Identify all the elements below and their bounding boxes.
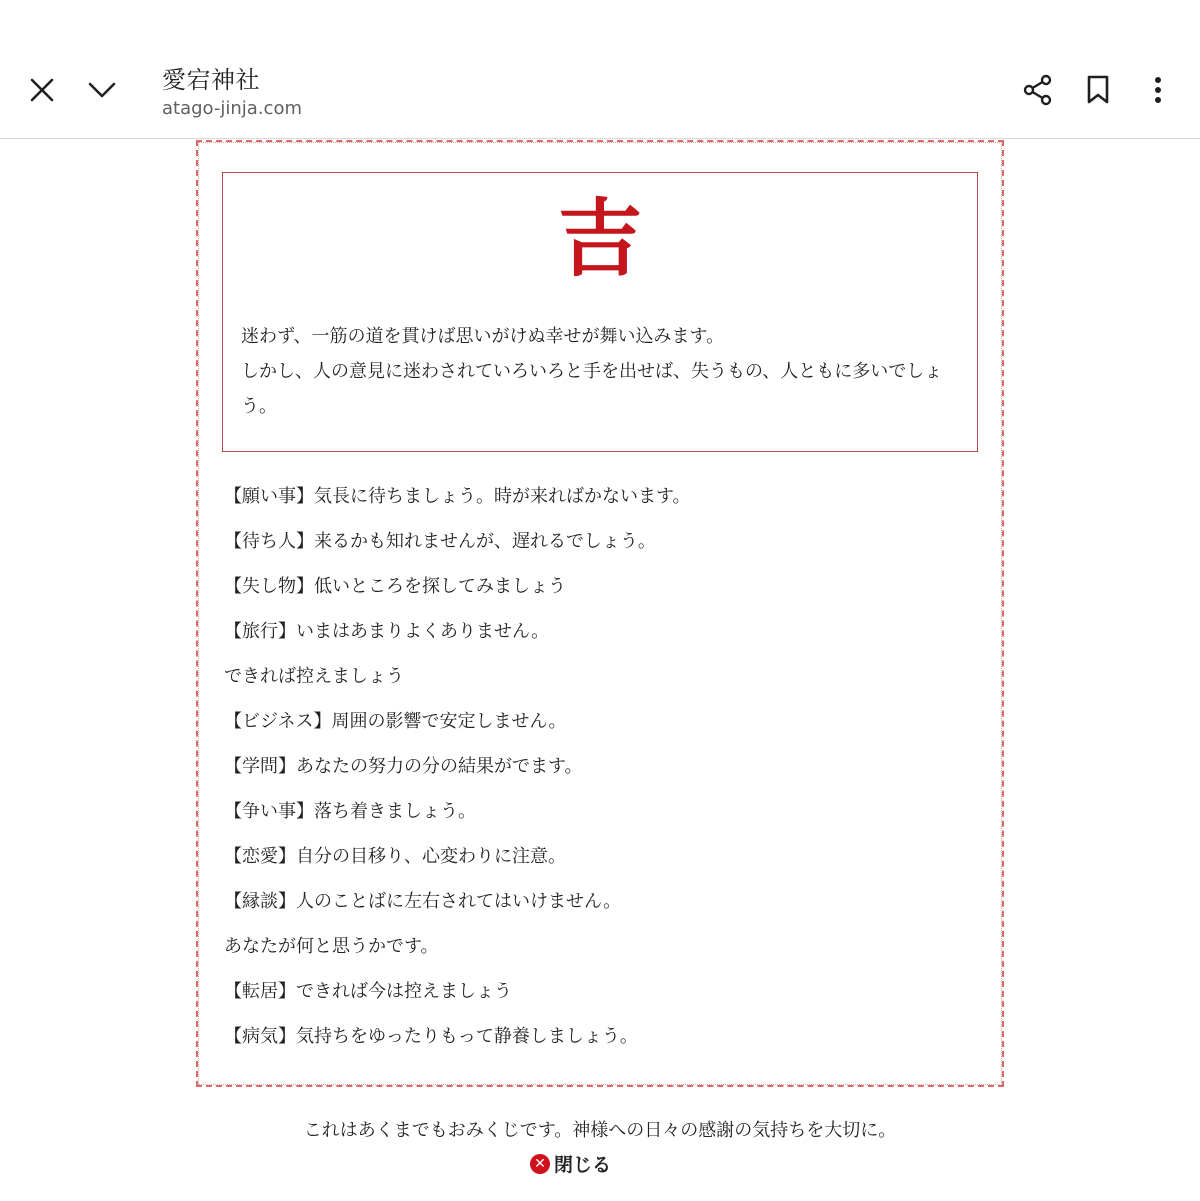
- bookmark-icon[interactable]: [1074, 66, 1122, 114]
- chevron-down-icon[interactable]: [78, 66, 126, 114]
- fortune-message: [241, 319, 961, 424]
- fortune-item-moving: 【転居】できれば今は控えましょう: [224, 981, 512, 1002]
- fortune-items-list: [224, 479, 984, 1064]
- fortune-result-box: [222, 172, 978, 452]
- close-button[interactable]: [530, 1150, 611, 1177]
- fortune-item-travel: 【旅行】いまはあまりよくありません。: [224, 621, 550, 642]
- fortune-result: 吉: [557, 189, 642, 288]
- fortune-message-line: 迷わず、一筋の道を貫けば思いがけぬ幸せが舞い込みます。: [241, 326, 725, 347]
- fortune-item-dispute: 【争い事】落ち着きましょう。: [224, 801, 476, 822]
- close-label: 閉じる: [554, 1154, 612, 1176]
- share-icon[interactable]: [1014, 66, 1062, 114]
- fortune-item-study: 【学問】あなたの努力の分の結果がでます。: [224, 756, 583, 777]
- fortune-item-wishes: 【願い事】気長に待ちましょう。時が来ればかないます。: [224, 486, 691, 507]
- more-vert-icon[interactable]: [1134, 66, 1182, 114]
- fortune-item-awaited-person: 【待ち人】来るかも知れませんが、遅れるでしょう。: [224, 531, 656, 552]
- fortune-item-love: 【恋愛】自分の目移り、心変わりに注意。: [224, 846, 566, 867]
- page-title: 愛宕神社: [162, 66, 260, 94]
- fortune-item-lost-item: 【失し物】低いところを探してみましょう: [224, 576, 566, 597]
- close-circle-icon: ✕: [530, 1154, 550, 1174]
- omikuji-card: [196, 140, 1004, 1087]
- fortune-item-business: 【ビジネス】周囲の影響で安定しません。: [224, 711, 567, 732]
- browser-top-bar: [0, 0, 1200, 139]
- fortune-message-line: しかし、人の意見に迷わされていろいろと手を出せば、失うもの、人ともに多いでしょう。: [241, 361, 943, 417]
- fortune-item-marriage-note: あなたが何と思うかです。: [224, 936, 439, 957]
- fortune-item-illness: 【病気】気持ちをゆったりもって静養しましょう。: [224, 1026, 638, 1047]
- footer-note: これはあくまでもおみくじです。神様への日々の感謝の気持ちを大切に。: [303, 1120, 897, 1141]
- fortune-item-travel-note: できれば控えましょう: [224, 666, 404, 687]
- close-icon[interactable]: [18, 66, 66, 114]
- page-url: atago-jinja.com: [162, 98, 302, 119]
- fortune-item-marriage: 【縁談】人のことばに左右されてはいけません。: [224, 891, 622, 912]
